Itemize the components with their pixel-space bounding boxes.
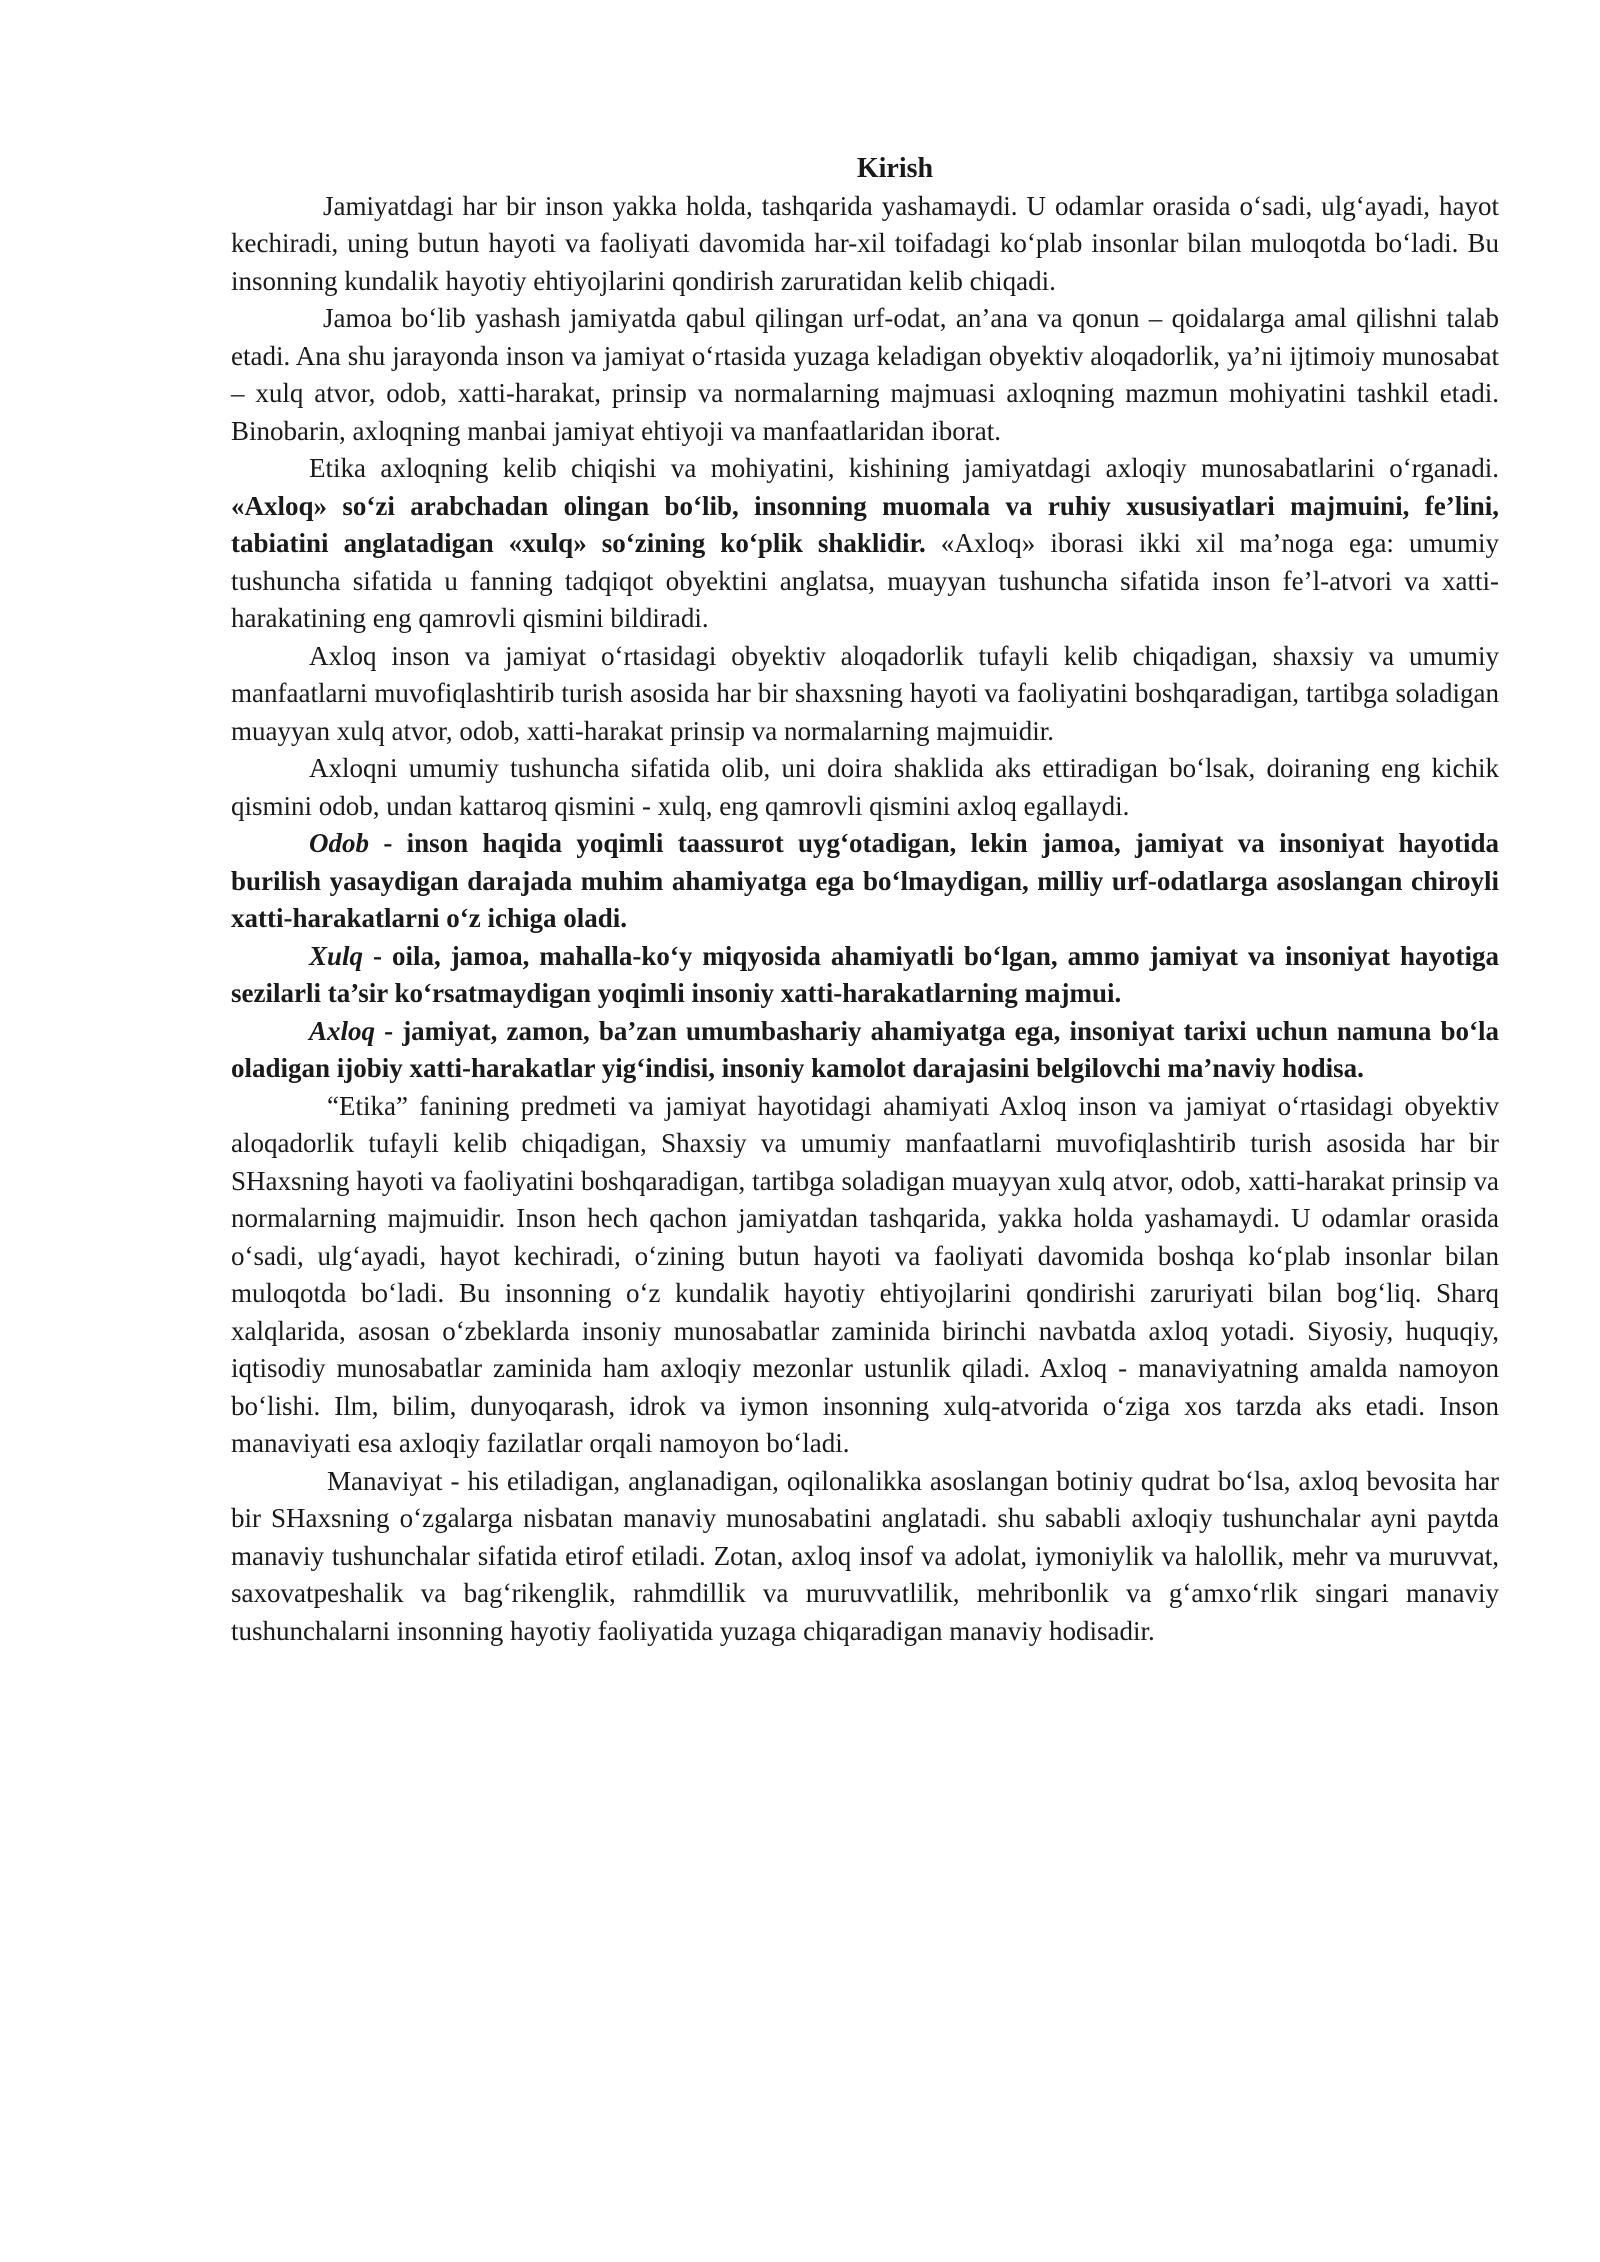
paragraph-1: Jamiyatdagi har bir inson yakka holda, tashqarida yashamaydi. U odamlar orasida o‘sadi, ulg‘ayadi, hayot kechiradi, uning butun hayoti va faoliyati davomida har-xil toifadagi ko‘plab insonlar bilan muloqotda bo‘ladi. Bu insonning kundalik hayotiy ehtiyojlarini qondirish zaruratidan kelib chiqadi. xyxy=(231,190,1499,296)
definition-odob-text: - inson haqida yoqimli taassurot uyg‘otadigan, lekin jamoa, jamiyat va insoniyat hayotida burilish yasaydigan darajada muhim ahamiyatga ega bo‘lmaydigan, milliy urf-odatlarga asoslangan chiroyli xatti-harakatlarni o‘z ichiga oladi. xyxy=(231,828,1499,933)
paragraph-3-end: «Axloq» iborasi ikki xil ma’noga ega: umumiy tushuncha sifatida u fanning tadqiqot obyektini anglatsa, muayyan tushuncha sifatida inson fe’l-atvori va xatti-harakatining eng qamrovli qismini bildiradi. xyxy=(231,528,1499,633)
definition-axloq xyxy=(231,1013,1499,1088)
paragraph-6: “Etika” fanining predmeti va jamiyat hayotidagi ahamiyati Axloq inson va jamiyat o‘rtasidagi obyektiv aloqadorlik tufayli kelib chiqadigan, Shaxsiy va umumiy manfaatlarni muvofiqlashtirib turish asosida har bir SHaxsning hayoti va faoliyatini boshqaradigan, tartibga soladigan muayyan xulq atvor, odob, xatti-harakat prinsip va normalarning majmuidir. Inson hech qachon jamiyatdan tashqarida, yakka holda yashamaydi. U odamlar orasida o‘sadi, ulg‘ayadi, hayot kechiradi, o‘zining butun hayoti va faoliyati davomida boshqa ko‘plab insonlar bilan muloqotda bo‘ladi. Bu insonning o‘z kundalik hayotiy ehtiyojlarini qondirishi zaruriyati bilan bog‘liq. Sharq xalqlarida, asosan o‘zbeklarda insoniy munosabatlar zaminida birinchi navbatda axloq yotadi. Siyosiy, huquqiy, iqtisodiy munosabatlar zaminida ham axloqiy mezonlar ustunlik qiladi. Axloq - manaviyatning amalda namoyon bo‘lishi. Ilm, bilim, dunyoqarash, idrok va iymon insonning xulq-atvorida o‘ziga xos tarzda aks etadi. Inson manaviyati esa axloqiy fazilatlar orqali namoyon bo‘ladi. xyxy=(231,1090,1499,1458)
definition-odob-term: Odob xyxy=(309,828,369,858)
definition-xulq xyxy=(231,938,1499,1013)
definition-xulq-text: - oila, jamoa, mahalla-ko‘y miqyosida ahamiyatli bo‘lgan, ammo jamiyat va insoniyat hayotiga sezilarli ta’sir ko‘rsatmaydigan yoqimli insoniy xatti-harakatlarning majmui. xyxy=(231,940,1499,1008)
paragraph-7: Manaviyat - his etiladigan, anglanadigan, oqilonalikka asoslangan botiniy qudrat bo‘lsa, axloq bevosita har bir SHaxsning o‘zgalarga nisbatan manaviy munosabatini anglatadi. shu sababli axloqiy tushunchalar ayni paytda manaviy tushunchalar sifatida etirof etiladi. Zotan, axloq insof va adolat, iymoniylik va halollik, mehr va muruvvat, saxovatpeshalik va bag‘rikenglik, rahmdillik va muruvvatlilik, mehribonlik va g‘amxo‘rlik singari manaviy tushunchalarni insonning hayotiy faoliyatida yuzaga chiqaradigan manaviy hodisadir. xyxy=(231,1465,1499,1646)
document-page xyxy=(231,150,1499,1650)
paragraph-3 xyxy=(231,450,1499,638)
paragraph-3-bold-definition: «Axloq» so‘zi arabchadan olingan bo‘lib, insonning muomala va ruhiy xususiyatlari majmuini, fe’lini, tabiatini anglatadigan «xulq» so‘zining ko‘plik shaklidir. xyxy=(231,490,1499,558)
paragraph-4: Axloq inson va jamiyat o‘rtasidagi obyektiv aloqadorlik tufayli kelib chiqadigan, shaxsiy va umumiy manfaatlarni muvofiqlashtirib turish asosida har bir shaxsning hayoti va faoliyatini boshqaradigan, tartibga soladigan muayyan xulq atvor, odob, xatti-harakat prinsip va normalarning majmuidir. xyxy=(231,640,1499,746)
definition-xulq-term: Xulq xyxy=(309,940,364,971)
definition-axloq-term: Axloq xyxy=(309,1015,376,1046)
paragraph-3-start: Etika axloqning kelib chiqishi va mohiyatini, kishining jamiyatdagi axloqiy munosabatlarini o‘rganadi. xyxy=(309,453,1499,483)
document-title: Kirish xyxy=(856,153,934,184)
definition-odob xyxy=(231,825,1499,938)
paragraph-2: Jamoa bo‘lib yashash jamiyatda qabul qilingan urf-odat, an’ana va qonun – qoidalarga amal qilishni talab etadi. Ana shu jarayonda inson va jamiyat o‘rtasida yuzaga keladigan obyektiv aloqadorlik, ya’ni ijtimoiy munosabat – xulq atvor, odob, xatti-harakat, prinsip va normalarning majmuasi axloqning mazmun mohiyatini tashkil etadi. Binobarin, axloqning manbai jamiyat ehtiyoji va manfaatlaridan iborat. xyxy=(231,303,1499,446)
paragraph-5: Axloqni umumiy tushuncha sifatida olib, uni doira shaklida aks ettiradigan bo‘lsak, doiraning eng kichik qismini odob, undan kattaroq qismini - xulq, eng qamrovli qismini axloq egallaydi. xyxy=(231,753,1499,821)
definition-axloq-text: - jamiyat, zamon, ba’zan umumbashariy ahamiyatga ega, insoniyat tarixi uchun namuna bo‘la oladigan ijobiy xatti-harakatlar yig‘indisi, insoniy kamolot darajasini belgilovchi ma’naviy hodisa. xyxy=(231,1015,1499,1083)
